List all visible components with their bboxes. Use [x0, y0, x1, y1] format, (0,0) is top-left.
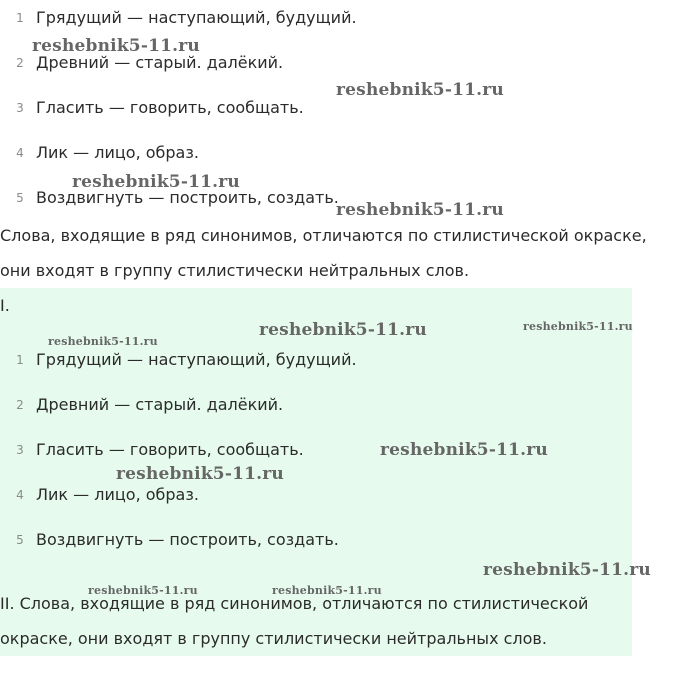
- watermark: reshebnik5-11.ru: [483, 560, 651, 580]
- item-text: Гласить — говорить, сообщать.: [36, 98, 304, 117]
- item-text: Древний — старый. далёкий.: [36, 53, 284, 72]
- item-text: Древний — старый. далёкий.: [36, 395, 284, 414]
- watermark: reshebnik5-11.ru: [336, 200, 504, 220]
- item-number: 4: [16, 488, 24, 502]
- question-paragraph-line-1: Слова, входящие в ряд синонимов, отличаются по стилистической окраске,: [0, 226, 647, 245]
- item-text: Гласить — говорить, сообщать.: [36, 440, 304, 459]
- answer-section-marker: I.: [0, 296, 10, 315]
- watermark: reshebnik5-11.ru: [336, 80, 504, 100]
- watermark: reshebnik5-11.ru: [48, 335, 158, 348]
- item-text: Грядущий — наступающий, будущий.: [36, 8, 357, 27]
- watermark: reshebnik5-11.ru: [272, 584, 382, 597]
- watermark: reshebnik5-11.ru: [88, 584, 198, 597]
- item-number: 1: [16, 11, 24, 25]
- item-number: 5: [16, 191, 24, 205]
- item-text: Воздвигнуть — построить, создать.: [36, 530, 339, 549]
- item-text: Лик — лицо, образ.: [36, 143, 199, 162]
- item-number: 5: [16, 533, 24, 547]
- watermark: reshebnik5-11.ru: [32, 36, 200, 56]
- item-number: 2: [16, 56, 24, 70]
- item-text: Лик — лицо, образ.: [36, 485, 199, 504]
- watermark: reshebnik5-11.ru: [380, 440, 548, 460]
- item-text: Грядущий — наступающий, будущий.: [36, 350, 357, 369]
- item-number: 4: [16, 146, 24, 160]
- question-paragraph-line-2: они входят в группу стилистически нейтральных слов.: [0, 261, 470, 280]
- item-number: 3: [16, 443, 24, 457]
- watermark: reshebnik5-11.ru: [523, 320, 633, 333]
- item-text: Воздвигнуть — построить, создать.: [36, 188, 339, 207]
- watermark: reshebnik5-11.ru: [72, 172, 240, 192]
- answer-paragraph-line-2: окраске, они входят в группу стилистически нейтральных слов.: [0, 629, 547, 648]
- item-number: 1: [16, 353, 24, 367]
- item-number: 3: [16, 101, 24, 115]
- item-number: 2: [16, 398, 24, 412]
- answer-paragraph-line-1: II. Слова, входящие в ряд синонимов, отличаются по стилистической: [0, 594, 589, 613]
- watermark: reshebnik5-11.ru: [116, 464, 284, 484]
- watermark: reshebnik5-11.ru: [259, 320, 427, 340]
